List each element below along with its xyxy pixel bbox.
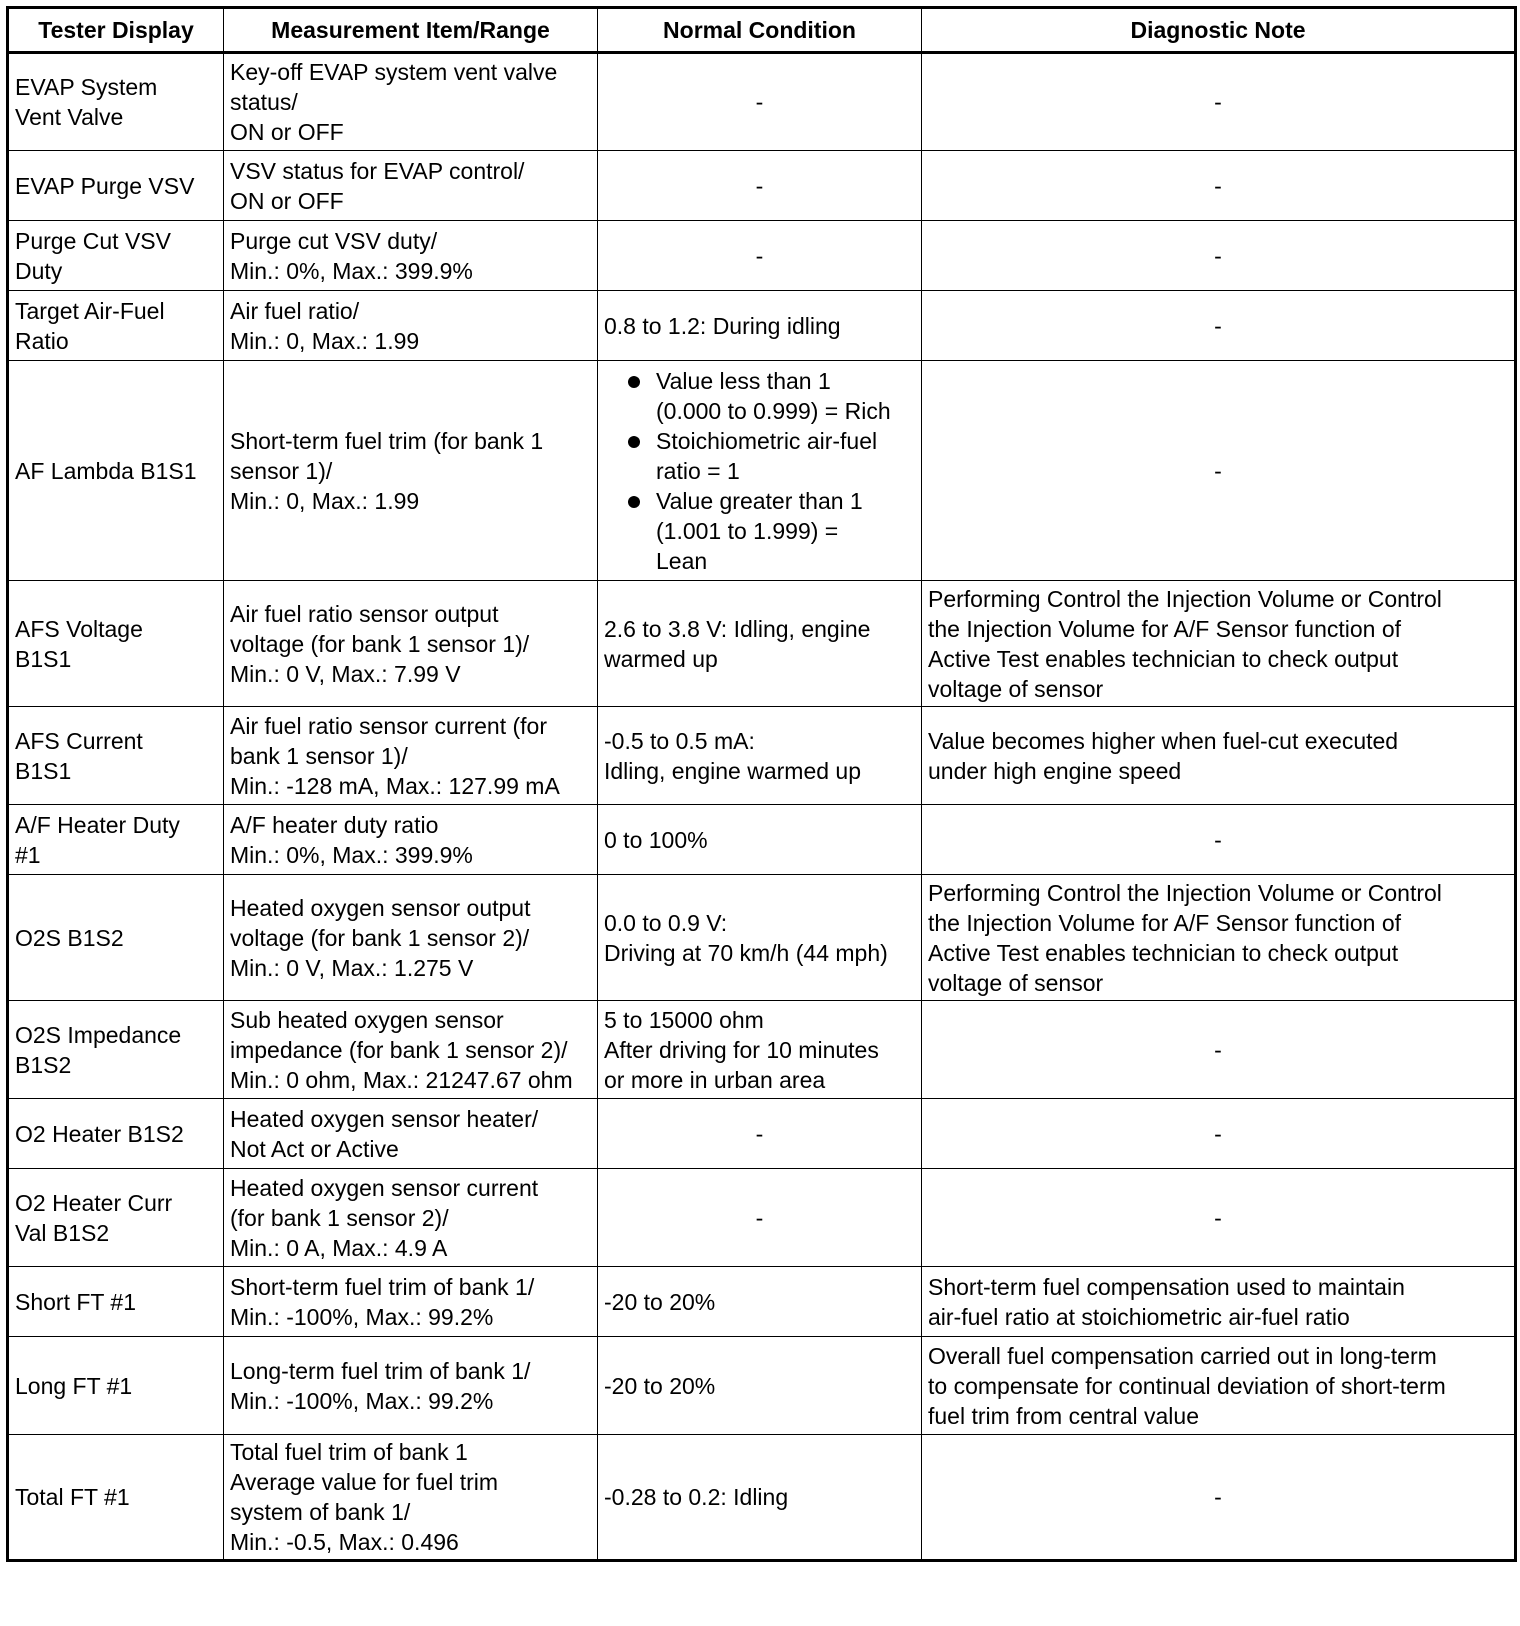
cell-line: VSV status for EVAP control/ — [230, 157, 525, 184]
table-row — [8, 875, 1516, 1001]
cell-line: warmed up — [604, 645, 718, 672]
cell-measurement — [224, 1435, 598, 1561]
cell-tester-display — [8, 1169, 224, 1267]
cell-line: voltage (for bank 1 sensor 2)/ — [230, 924, 530, 951]
cell-line: - — [755, 1120, 764, 1147]
cell-line: ratio = 1 — [656, 457, 740, 484]
cell-line: B1S1 — [15, 757, 72, 784]
cell-line: 5 to 15000 ohm — [604, 1006, 764, 1033]
cell-line: Heated oxygen sensor heater/ — [230, 1105, 539, 1132]
cell-line: Min.: -0.5, Max.: 0.496 — [230, 1529, 459, 1555]
bullet-item — [604, 366, 915, 426]
cell-line: the Injection Volume for A/F Sensor function of — [928, 615, 1402, 642]
cell-line: Min.: 0 ohm, Max.: 21247.67 ohm — [230, 1066, 573, 1093]
cell-line: fuel trim from central value — [928, 1402, 1199, 1429]
cell-line: -20 to 20% — [604, 1372, 716, 1399]
cell-line: Short-term fuel trim of bank 1/ — [230, 1273, 535, 1300]
cell-line: voltage of sensor — [928, 969, 1104, 996]
cell-line: Min.: 0 A, Max.: 4.9 A — [230, 1234, 448, 1261]
cell-measurement — [224, 151, 598, 221]
cell-line: Value greater than 1 — [656, 487, 863, 514]
cell-line: Air fuel ratio sensor current (for — [230, 712, 548, 739]
table-row — [8, 53, 1516, 151]
cell-line: - — [755, 242, 764, 269]
bullet-item — [604, 426, 915, 486]
cell-measurement — [224, 221, 598, 291]
cell-line: #1 — [15, 841, 41, 868]
cell-line: (0.000 to 0.999) = Rich — [656, 397, 891, 424]
table-row — [8, 221, 1516, 291]
cell-tester-display — [8, 151, 224, 221]
cell-tester-display — [8, 361, 224, 581]
cell-line: Ratio — [15, 327, 69, 354]
cell-measurement — [224, 1267, 598, 1337]
cell-line: Min.: -100%, Max.: 99.2% — [230, 1303, 494, 1330]
cell-measurement — [224, 1337, 598, 1435]
cell-measurement — [224, 875, 598, 1001]
cell-normal-condition — [598, 1001, 922, 1099]
cell-line: Long FT #1 — [15, 1372, 133, 1399]
cell-normal-condition — [598, 1099, 922, 1169]
cell-line: Air fuel ratio/ — [230, 297, 360, 324]
cell-diagnostic-note — [922, 875, 1516, 1001]
cell-line: air-fuel ratio at stoichiometric air-fuel ratio — [928, 1303, 1350, 1330]
cell-line: Value becomes higher when fuel-cut executed — [928, 727, 1399, 754]
cell-line: - — [1214, 89, 1222, 115]
cell-line: impedance (for bank 1 sensor 2)/ — [230, 1036, 568, 1063]
cell-measurement — [224, 1169, 598, 1267]
table-row — [8, 151, 1516, 221]
cell-normal-condition — [598, 53, 922, 151]
cell-normal-condition — [598, 1435, 922, 1561]
cell-line: Total fuel trim of bank 1 — [230, 1439, 468, 1465]
cell-line: Vent Valve — [15, 104, 124, 130]
cell-tester-display — [8, 707, 224, 805]
cell-line: (for bank 1 sensor 2)/ — [230, 1204, 449, 1231]
header-diagnostic-note: Diagnostic Note — [922, 8, 1516, 53]
cell-diagnostic-note — [922, 1001, 1516, 1099]
cell-line: - — [755, 89, 764, 115]
cell-diagnostic-note — [922, 1337, 1516, 1435]
cell-line: Min.: 0%, Max.: 399.9% — [230, 841, 473, 868]
cell-line: AFS Voltage — [15, 615, 143, 642]
cell-line: Air fuel ratio sensor output — [230, 600, 499, 627]
table-row — [8, 1267, 1516, 1337]
cell-diagnostic-note — [922, 707, 1516, 805]
cell-normal-condition — [598, 1337, 922, 1435]
data-list-table — [6, 6, 1517, 1562]
cell-tester-display — [8, 291, 224, 361]
cell-line: Min.: 0, Max.: 1.99 — [230, 327, 420, 354]
cell-line: Long-term fuel trim of bank 1/ — [230, 1357, 531, 1384]
table-row — [8, 805, 1516, 875]
cell-line: - — [1214, 1120, 1222, 1147]
cell-normal-condition — [598, 581, 922, 707]
cell-measurement — [224, 53, 598, 151]
cell-measurement — [224, 805, 598, 875]
cell-line: ON or OFF — [230, 119, 344, 145]
cell-line: Key-off EVAP system vent valve — [230, 59, 558, 85]
cell-line: - — [1214, 242, 1222, 269]
table-body — [8, 53, 1516, 1561]
cell-line: Sub heated oxygen sensor — [230, 1006, 504, 1033]
cell-line: Lean — [656, 547, 708, 574]
cell-line: 0 to 100% — [604, 826, 708, 853]
cell-line: O2 Heater Curr — [15, 1189, 173, 1216]
cell-line: B1S2 — [15, 1051, 72, 1078]
cell-normal-condition — [598, 1169, 922, 1267]
cell-tester-display — [8, 1001, 224, 1099]
cell-line: Min.: -128 mA, Max.: 127.99 mA — [230, 772, 560, 799]
cell-line: voltage of sensor — [928, 675, 1104, 702]
cell-line: Min.: 0 V, Max.: 7.99 V — [230, 660, 461, 687]
table-row — [8, 581, 1516, 707]
cell-measurement — [224, 707, 598, 805]
cell-line: B1S1 — [15, 645, 72, 672]
cell-line: O2S B1S2 — [15, 924, 124, 951]
cell-normal-condition — [598, 361, 922, 581]
cell-line: Stoichiometric air-fuel — [656, 427, 878, 454]
table-row — [8, 1001, 1516, 1099]
bullet-list — [604, 366, 915, 576]
cell-line: - — [1214, 457, 1222, 484]
cell-diagnostic-note — [922, 151, 1516, 221]
header-normal-condition: Normal Condition — [598, 8, 922, 53]
cell-measurement — [224, 581, 598, 707]
cell-line: AFS Current — [15, 727, 143, 754]
cell-line: -0.5 to 0.5 mA: — [604, 727, 755, 754]
table-row — [8, 707, 1516, 805]
cell-line: Heated oxygen sensor output — [230, 894, 531, 921]
cell-diagnostic-note — [922, 1169, 1516, 1267]
table-row — [8, 1337, 1516, 1435]
cell-line: O2 Heater B1S2 — [15, 1120, 184, 1147]
cell-normal-condition — [598, 707, 922, 805]
cell-line: 2.6 to 3.8 V: Idling, engine — [604, 615, 871, 642]
cell-diagnostic-note — [922, 53, 1516, 151]
cell-line: A/F Heater Duty — [15, 811, 180, 838]
cell-line: bank 1 sensor 1)/ — [230, 742, 408, 769]
cell-line: the Injection Volume for A/F Sensor function of — [928, 909, 1402, 936]
cell-line: - — [1214, 1204, 1222, 1231]
header-row — [8, 8, 1516, 53]
cell-line: Performing Control the Injection Volume or Control — [928, 879, 1442, 906]
cell-line: Duty — [15, 257, 63, 284]
cell-line: sensor 1)/ — [230, 457, 333, 484]
cell-line: Val B1S2 — [15, 1219, 110, 1246]
cell-line: (1.001 to 1.999) = — [656, 517, 839, 544]
cell-line: Target Air-Fuel — [15, 297, 165, 324]
cell-tester-display — [8, 53, 224, 151]
cell-normal-condition — [598, 221, 922, 291]
cell-line: - — [1214, 1484, 1222, 1510]
cell-line: system of bank 1/ — [230, 1499, 411, 1525]
cell-diagnostic-note — [922, 581, 1516, 707]
table-row — [8, 1435, 1516, 1561]
cell-line: Short FT #1 — [15, 1288, 137, 1315]
cell-line: Min.: 0%, Max.: 399.9% — [230, 257, 473, 284]
cell-line: Overall fuel compensation carried out in long-term — [928, 1342, 1437, 1369]
table-row — [8, 361, 1516, 581]
cell-line: Short-term fuel trim (for bank 1 — [230, 427, 544, 454]
cell-diagnostic-note — [922, 291, 1516, 361]
cell-line: Average value for fuel trim — [230, 1469, 499, 1495]
cell-line: - — [1214, 172, 1222, 199]
cell-line: Min.: 0 V, Max.: 1.275 V — [230, 954, 474, 981]
cell-measurement — [224, 1099, 598, 1169]
cell-line: Active Test enables technician to check output — [928, 645, 1399, 672]
cell-line: EVAP System — [15, 74, 158, 100]
cell-tester-display — [8, 875, 224, 1001]
cell-line: Driving at 70 km/h (44 mph) — [604, 939, 888, 966]
cell-normal-condition — [598, 805, 922, 875]
cell-line: O2S Impedance — [15, 1021, 182, 1048]
cell-tester-display — [8, 1099, 224, 1169]
cell-normal-condition — [598, 291, 922, 361]
cell-line: Min.: -100%, Max.: 99.2% — [230, 1387, 494, 1414]
cell-line: EVAP Purge VSV — [15, 172, 195, 199]
cell-tester-display — [8, 1267, 224, 1337]
cell-line: - — [755, 172, 764, 199]
cell-line: - — [1214, 312, 1222, 339]
cell-diagnostic-note — [922, 221, 1516, 291]
cell-normal-condition — [598, 875, 922, 1001]
header-measurement: Measurement Item/Range — [224, 8, 598, 53]
cell-line: Total FT #1 — [15, 1484, 130, 1510]
cell-line: under high engine speed — [928, 757, 1182, 784]
cell-tester-display — [8, 805, 224, 875]
cell-diagnostic-note — [922, 1435, 1516, 1561]
cell-measurement — [224, 361, 598, 581]
header-tester-display: Tester Display — [8, 8, 224, 53]
cell-measurement — [224, 291, 598, 361]
cell-measurement — [224, 1001, 598, 1099]
cell-line: to compensate for continual deviation of short-term — [928, 1372, 1446, 1399]
cell-line: - — [1214, 1036, 1222, 1063]
cell-line: status/ — [230, 89, 298, 115]
table-row — [8, 1099, 1516, 1169]
cell-line: 0.8 to 1.2: During idling — [604, 312, 841, 339]
cell-line: After driving for 10 minutes — [604, 1036, 879, 1063]
table-row — [8, 291, 1516, 361]
cell-tester-display — [8, 581, 224, 707]
cell-normal-condition — [598, 151, 922, 221]
cell-tester-display — [8, 221, 224, 291]
cell-diagnostic-note — [922, 805, 1516, 875]
cell-line: Heated oxygen sensor current — [230, 1174, 539, 1201]
cell-diagnostic-note — [922, 1099, 1516, 1169]
cell-line: 0.0 to 0.9 V: — [604, 909, 728, 936]
cell-diagnostic-note — [922, 1267, 1516, 1337]
cell-line: - — [755, 1204, 764, 1231]
cell-line: Value less than 1 — [656, 367, 831, 394]
cell-line: ON or OFF — [230, 187, 344, 214]
cell-line: A/F heater duty ratio — [230, 811, 439, 838]
cell-diagnostic-note — [922, 361, 1516, 581]
cell-tester-display — [8, 1435, 224, 1561]
cell-line: or more in urban area — [604, 1066, 826, 1093]
bullet-item — [604, 486, 915, 576]
cell-line: -0.28 to 0.2: Idling — [604, 1484, 789, 1510]
cell-line: Short-term fuel compensation used to maintain — [928, 1273, 1405, 1300]
cell-line: -20 to 20% — [604, 1288, 716, 1315]
cell-line: Purge cut VSV duty/ — [230, 227, 438, 254]
cell-line: Not Act or Active — [230, 1135, 399, 1162]
cell-line: voltage (for bank 1 sensor 1)/ — [230, 630, 530, 657]
cell-normal-condition — [598, 1267, 922, 1337]
table-row — [8, 1169, 1516, 1267]
cell-tester-display — [8, 1337, 224, 1435]
cell-line: Purge Cut VSV — [15, 227, 171, 254]
cell-line: AF Lambda B1S1 — [15, 457, 197, 484]
cell-line: Active Test enables technician to check output — [928, 939, 1399, 966]
cell-line: Performing Control the Injection Volume or Control — [928, 585, 1442, 612]
cell-line: Min.: 0, Max.: 1.99 — [230, 487, 420, 514]
cell-line: Idling, engine warmed up — [604, 757, 861, 784]
cell-line: - — [1214, 826, 1222, 853]
